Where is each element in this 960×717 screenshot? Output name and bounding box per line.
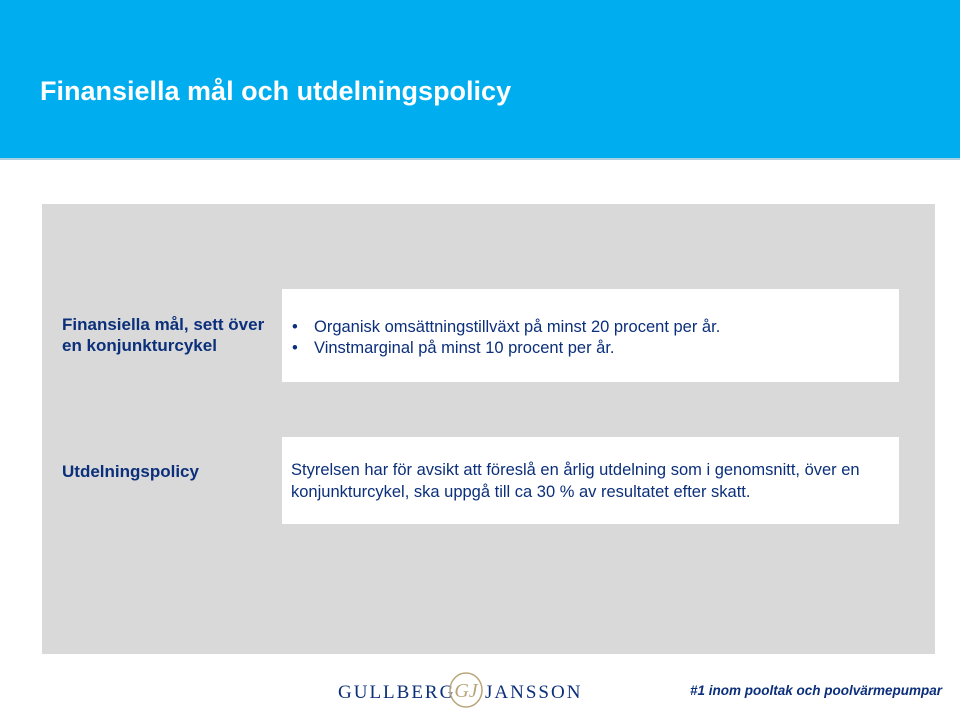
financial-goals-label: Finansiella mål, sett över en konjunkturcykel [62, 315, 265, 355]
footer [0, 660, 960, 717]
page-title: Finansiella mål och utdelningspolicy [40, 76, 512, 106]
company-logo [338, 670, 588, 710]
content-panel [42, 204, 935, 654]
logo-text-left: GULLBERG [338, 682, 456, 703]
dividend-policy-box [282, 437, 899, 524]
svg-text:GJ: GJ [454, 680, 478, 702]
logo-text-right: JANSSON [485, 682, 583, 703]
dividend-policy-text: Styrelsen har för avsikt att föreslå en årlig utdelning som i genomsnitt, över en konjunkturcykel, ska uppgå till ca 30 % av resultatet efter skatt. [291, 461, 860, 501]
logo-monogram-icon [446, 670, 486, 710]
bullet-item: • Vinstmarginal på minst 10 procent per år. [282, 338, 899, 359]
header-banner [0, 0, 960, 160]
dividend-policy-label: Utdelningspolicy [62, 462, 199, 481]
slogan: #1 inom pooltak och poolvärmepumpar [689, 683, 942, 698]
bullet-item: • Organisk omsättningstillväxt på minst 20 procent per år. [282, 317, 899, 338]
financial-goals-box [282, 289, 899, 382]
